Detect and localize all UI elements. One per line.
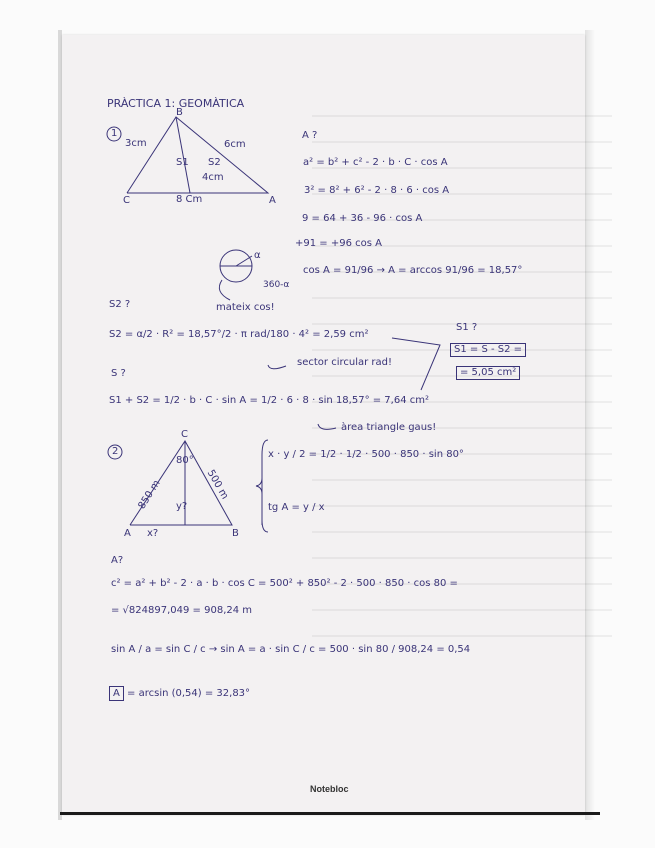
cosine-step-3: +91 = +96 cos A (295, 238, 382, 249)
label-height: 4cm (202, 172, 224, 183)
cosine-step-1: 3² = 8² + 6² - 2 · 8 · 6 · cos A (304, 185, 450, 196)
arrow-cos (219, 280, 230, 300)
question-a: A ? (302, 130, 318, 141)
s2-formula: S2 = α/2 · R² = 18,57°/2 · π rad/180 · 4² = 2,59 cm² (109, 329, 369, 340)
s-formula: S1 + S2 = 1/2 · b · C · sin A = 1/2 · 6 · 8 · sin 18,57° = 7,64 cm² (109, 395, 429, 406)
final-answer-value: = arcsin (0,54) = 32,83° (127, 688, 251, 699)
page-title: PRÀCTICA 1: GEOMÀTICA (107, 97, 245, 110)
s1-question: S1 ? (456, 322, 478, 333)
vertex-2-a: A (124, 528, 131, 539)
final-answer-a: A (109, 686, 124, 701)
s1-formula: S1 = S - S2 = (450, 343, 526, 357)
label-y: y? (176, 501, 188, 512)
cosine-step-4: cos A = 91/96 → A = arccos 91/96 = 18,57° (303, 265, 523, 276)
label-side-ab: 6cm (224, 139, 246, 150)
s-question: S ? (111, 368, 126, 379)
label-x: x? (147, 528, 159, 539)
exercise-2-question: A? (111, 555, 124, 566)
angle-80: 80° (176, 455, 194, 466)
brand-logo: Notebloc (310, 784, 349, 794)
label-s1: S1 (176, 157, 189, 168)
vertex-2-c: C (181, 429, 188, 440)
note-cos: mateix cos! (216, 302, 275, 313)
angle-circle-ray (236, 256, 252, 266)
note-sector: sector circular rad! (297, 357, 392, 368)
sine-law: sin A / a = sin C / c → sin A = a · sin C / c = 500 · sin 80 / 908,24 = 0,54 (111, 644, 471, 655)
side-850: 850 m (136, 478, 163, 512)
s1-result: = 5,05 cm² (456, 366, 520, 380)
triangle-1-height (176, 117, 190, 193)
arrow-s1 (392, 338, 440, 390)
cosine-law: a² = b² + c² - 2 · b · C · cos A (303, 157, 448, 168)
vertex-2-b: B (232, 528, 239, 539)
vertex-b: B (176, 107, 183, 118)
note-area: àrea triangle gaus! (341, 422, 437, 433)
system-eq-2: tg A = y / x (268, 502, 325, 513)
s2-question: S2 ? (109, 299, 131, 310)
label-s2: S2 (208, 157, 221, 168)
exercise-2-number: 2 (112, 446, 119, 457)
label-side-bc: 3cm (125, 138, 147, 149)
exercise-1-number: 1 (111, 128, 118, 139)
square-root: = √824897,049 = 908,24 m (111, 605, 253, 616)
arrow-sector (268, 365, 286, 369)
system-eq-1: x · y / 2 = 1/2 · 1/2 · 500 · 850 · sin 80° (268, 449, 464, 460)
arrow-area (318, 424, 336, 429)
circle-alpha: α (254, 250, 261, 261)
final-answer (109, 689, 250, 699)
circle-label: 360-α (263, 280, 290, 290)
vertex-c: C (123, 195, 130, 206)
label-base: 8 Cm (176, 194, 203, 205)
cosine-step-2: 9 = 64 + 36 - 96 · cos A (302, 213, 423, 224)
vertex-a: A (269, 195, 276, 206)
side-500: 500 m (204, 468, 231, 502)
triangle-1 (127, 117, 268, 193)
cosine-law-2: c² = a² + b² - 2 · a · b · cos C = 500² + 850² - 2 · 500 · 850 · cos 80 = (111, 578, 458, 589)
